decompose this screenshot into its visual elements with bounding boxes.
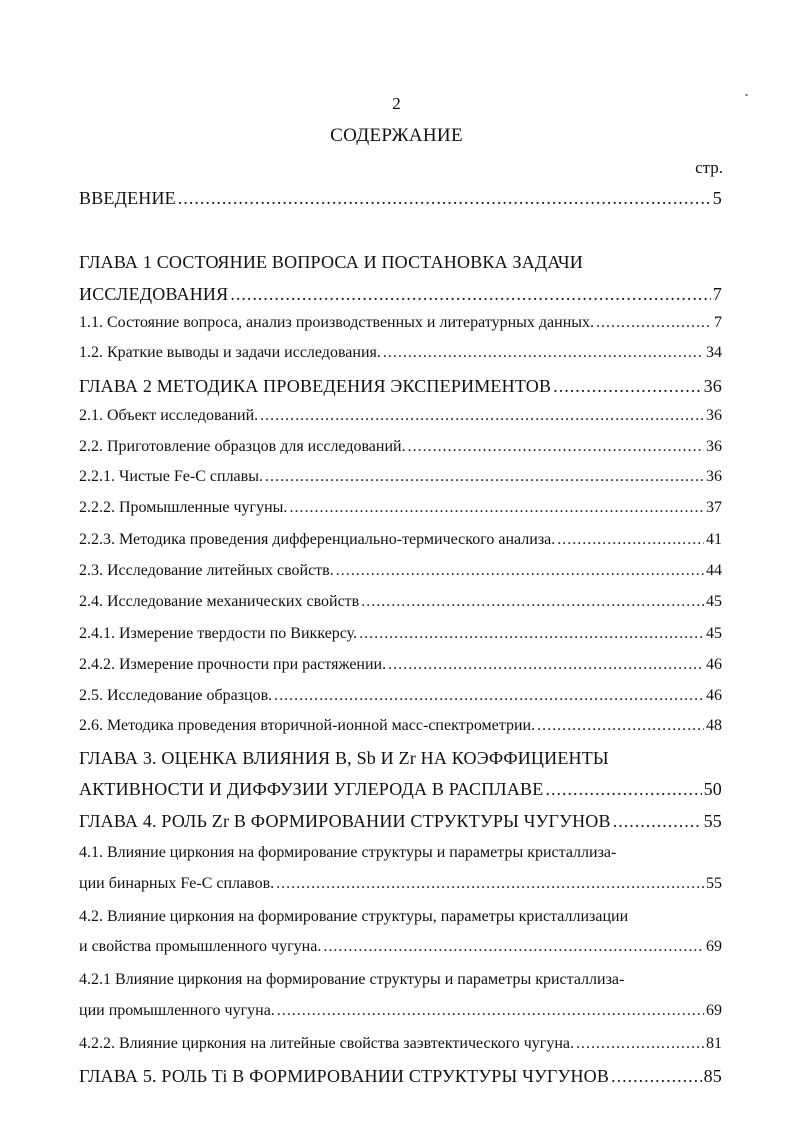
- toc-entry-page: 50: [703, 779, 722, 799]
- toc-leader-dots: [336, 562, 704, 580]
- toc-entry: [79, 971, 722, 997]
- toc-entry-title: ции бинарных Fe-C сплавов.: [79, 875, 275, 892]
- toc-entry-title: 2.3. Исследование литейных свойств.: [79, 562, 334, 579]
- toc-entry-title: ции промышленного чугуна.: [79, 1002, 275, 1019]
- toc-entry: [79, 687, 722, 713]
- toc-entry-title: 2.1. Объект исследований.: [79, 407, 259, 424]
- toc-entry-page: 7: [714, 314, 722, 331]
- toc-entry-page: 36: [706, 407, 722, 424]
- toc-entry-page: 69: [706, 938, 722, 955]
- toc-entry: [79, 748, 722, 774]
- toc-leader-dots: [274, 687, 704, 705]
- toc-entry-title: ГЛАВА 4. РОЛЬ Zr В ФОРМИРОВАНИИ СТРУКТУРЫ ЧУГУНОВ: [79, 811, 611, 831]
- toc-entry-title: 2.2.1. Чистые Fe-C сплавы.: [79, 468, 263, 485]
- toc-leader-dots: [576, 1035, 704, 1053]
- toc-leader-dots: [230, 284, 710, 305]
- toc-entry-title: ГЛАВА 3. ОЦЕНКА ВЛИЯНИЯ B, Sb И Zr НА КОЭФФИЦИЕНТЫ: [79, 748, 609, 768]
- toc-leader-dots: [383, 344, 704, 362]
- toc-entry: [79, 562, 722, 588]
- toc-entry: [79, 1002, 722, 1028]
- toc-entry: [79, 717, 722, 743]
- toc-entry-page: 34: [706, 344, 722, 361]
- toc-entry-title: 2.2. Приготовление образцов для исследований.: [79, 438, 406, 455]
- toc-leader-dots: [265, 468, 704, 486]
- toc-entry: [79, 1066, 722, 1092]
- toc-leader-dots: [361, 593, 704, 611]
- toc-entry-title: 2.2.3. Методика проведения дифференциально-термического анализа.: [79, 531, 556, 548]
- toc-entry-title: 4.2.2. Влияние циркония на литейные свойства заэвтектического чугуна.: [79, 1035, 575, 1052]
- toc-entry: [79, 284, 722, 310]
- toc-entry-page: 36: [703, 376, 722, 396]
- toc-entry: [79, 593, 722, 619]
- toc-entry-title: 2.5. Исследование образцов.: [79, 687, 273, 704]
- toc-entry: [79, 438, 722, 464]
- toc-leader-dots: [408, 438, 704, 456]
- page-title: СОДЕРЖАНИЕ: [330, 125, 463, 146]
- toc-leader-dots: [323, 938, 704, 956]
- toc-entry: [79, 938, 722, 964]
- toc-entry: [79, 407, 722, 433]
- toc-entry: [79, 908, 722, 934]
- toc-entry-title: ГЛАВА 1 СОСТОЯНИЕ ВОПРОСА И ПОСТАНОВКА ЗАДАЧИ: [79, 252, 583, 272]
- toc-entry-title: 4.2.1 Влияние циркония на формирование структуры и параметры кристаллиза-: [79, 971, 625, 988]
- toc-entry: [79, 779, 722, 805]
- toc-entry-title: 4.1. Влияние циркония на формирование структуры и параметры кристаллиза-: [79, 844, 617, 861]
- toc-entry-page: 85: [703, 1066, 722, 1086]
- toc-leader-dots: [359, 625, 704, 643]
- toc-entry-page: 69: [706, 1002, 722, 1019]
- toc-entry-page: 37: [706, 499, 722, 516]
- toc-leader-dots: [388, 656, 704, 674]
- toc-entry-title: и свойства промышленного чугуна.: [79, 938, 322, 955]
- toc-entry: [79, 188, 722, 214]
- toc-entry-title: ИССЛЕДОВАНИЯ: [79, 284, 229, 304]
- toc-leader-dots: [553, 376, 701, 397]
- toc-entry: [79, 1035, 722, 1061]
- toc-entry: [79, 531, 722, 557]
- toc-entry-page: 81: [706, 1035, 722, 1052]
- toc-leader-dots: [277, 1002, 704, 1020]
- toc-entry-page: 48: [706, 717, 722, 734]
- page-number: 2: [392, 94, 401, 113]
- toc-entry-page: 55: [706, 875, 722, 892]
- toc-entry-title: 1.2. Краткие выводы и задачи исследования.: [79, 344, 381, 361]
- toc-entry-page: 45: [706, 593, 722, 610]
- toc-entry-title: 2.6. Методика проведения вторичной-ионной масс-спектрометрии.: [79, 717, 536, 734]
- toc-entry-title: ВВЕДЕНИЕ: [79, 188, 176, 208]
- toc-entry-page: 46: [706, 687, 722, 704]
- toc-entry-title: ГЛАВА 5. РОЛЬ Ti В ФОРМИРОВАНИИ СТРУКТУРЫ ЧУГУНОВ: [79, 1066, 610, 1086]
- toc-entry-page: 46: [706, 656, 722, 673]
- toc-entry-title: 2.4. Исследование механических свойств: [79, 593, 360, 610]
- toc-leader-dots: [596, 314, 712, 332]
- toc-leader-dots: [613, 811, 702, 832]
- page-column-label: стр.: [695, 158, 723, 177]
- toc-leader-dots: [276, 875, 704, 893]
- toc-leader-dots: [289, 499, 704, 517]
- toc-leader-dots: [557, 531, 704, 549]
- toc-leader-dots: [260, 407, 704, 425]
- toc-leader-dots: [537, 717, 704, 735]
- toc-entry: [79, 252, 722, 278]
- toc-entry-title: 1.1. Состояние вопроса, анализ производственных и литературных данных.: [79, 314, 595, 331]
- toc-entry: [79, 376, 722, 402]
- toc-entry-title: 2.2.2. Промышленные чугуны.: [79, 499, 288, 516]
- toc-entry: [79, 314, 722, 340]
- toc-entry: [79, 468, 722, 494]
- toc-entry-page: 44: [706, 562, 722, 579]
- toc-entry: [79, 625, 722, 651]
- toc-entry: [79, 344, 722, 370]
- toc-leader-dots: [611, 1066, 702, 1087]
- toc-entry-title: 2.4.1. Измерение твердости по Виккерсу.: [79, 625, 358, 642]
- toc-entry: [79, 656, 722, 682]
- toc-leader-dots: [545, 779, 701, 800]
- toc-entry: [79, 811, 722, 837]
- toc-entry-page: 41: [706, 531, 722, 548]
- scan-speck: [745, 94, 748, 96]
- toc-entry: [79, 499, 722, 525]
- toc-entry-title: АКТИВНОСТИ И ДИФФУЗИИ УГЛЕРОДА В РАСПЛАВЕ: [79, 779, 544, 799]
- toc-entry-page: 36: [706, 438, 722, 455]
- toc-entry-page: 45: [706, 625, 722, 642]
- toc-entry-page: 5: [712, 188, 722, 208]
- toc-entry: [79, 875, 722, 901]
- toc-entry-page: 7: [712, 284, 722, 304]
- toc-entry-title: 2.4.2. Измерение прочности при растяжении.: [79, 656, 387, 673]
- toc-leader-dots: [178, 188, 711, 209]
- toc-entry-title: ГЛАВА 2 МЕТОДИКА ПРОВЕДЕНИЯ ЭКСПЕРИМЕНТОВ: [79, 376, 552, 396]
- toc-entry-page: 55: [703, 811, 722, 831]
- toc-entry-page: 36: [706, 468, 722, 485]
- toc-entry: [79, 844, 722, 870]
- toc-entry-title: 4.2. Влияние циркония на формирование структуры, параметры кристаллизации: [79, 908, 629, 925]
